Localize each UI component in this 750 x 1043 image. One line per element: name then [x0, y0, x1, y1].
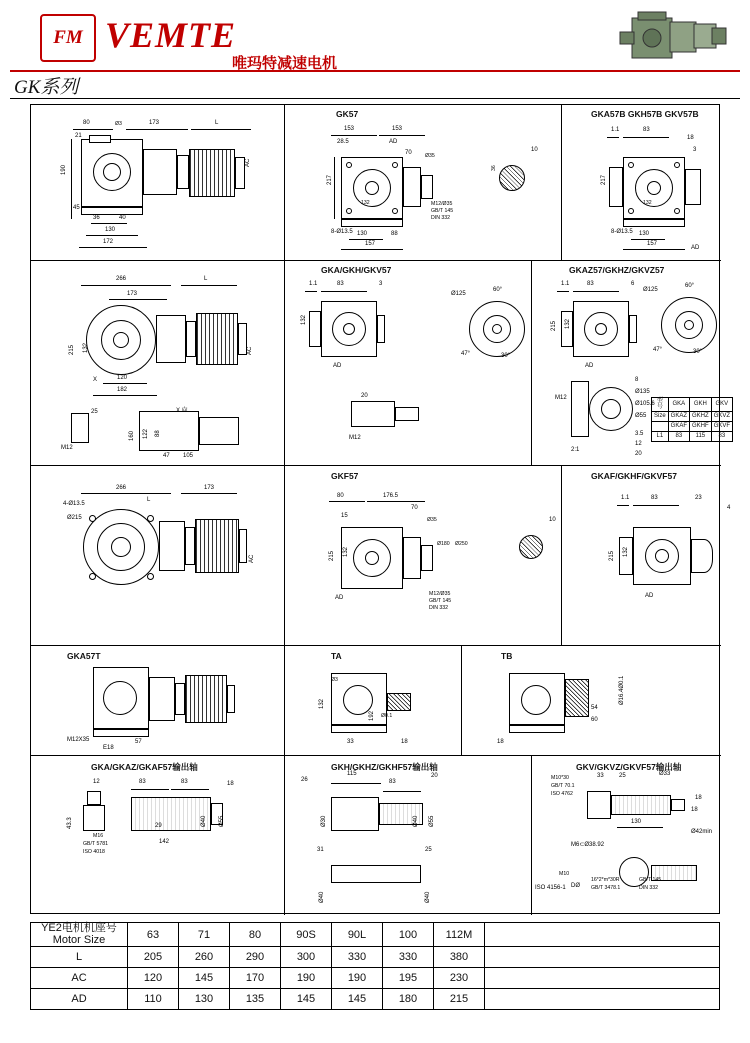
col-divider-1b [561, 105, 562, 260]
l1-cell: GKHZ [690, 411, 712, 421]
col-divider-3b [561, 465, 562, 645]
table-row-label [31, 923, 128, 947]
l1-cell: GKVZ [711, 411, 732, 421]
panel-title-gkagkhgkv57: GKA/GKH/GKV57 [321, 265, 392, 275]
table-row-header [31, 923, 720, 947]
l-cell: 380 [434, 947, 485, 968]
panel-title-ta: TA [331, 651, 342, 661]
spacer-cell [485, 947, 720, 968]
panel-title-gk57: GK57 [336, 109, 359, 119]
brand-name: VEMTE [105, 15, 237, 55]
col-divider-5b [531, 755, 532, 915]
l1-cell: 83 [711, 431, 732, 441]
l1-cell: 83 [668, 431, 689, 441]
size-cell: 63 [128, 923, 179, 947]
col-divider-2a [284, 260, 285, 465]
ac-cell: 170 [230, 968, 281, 989]
ad-cell: 145 [281, 989, 332, 1010]
l1-cell: GKA [668, 398, 689, 412]
l-cell: 260 [179, 947, 230, 968]
drawing-frame: GK57 GKA57B GKH57B GKV57B 80 Ø3 173 L 21 190 45 AC 36 40 130 172 153 153 28.5 AD 70 Ø35 217 132 8-Ø13.5 130 88 157 M12/Ø35 GB/T 145 DIN 332 10 36 1.1 83 18 3 217 132 8-Ø13.5 130 157 AD GKA/GKH/GKV57 GKAZ57/GKHZ/GKVZ57 266 173 L 215 132 AC 120 182 X M12 25 160 122 88 47 105 1.1 83 3 132 AD Ø125 60° 47° 30° 20 M12 1.1 83 6 215 132 AD Ø125 60° 47° 30° M12 8 Ø135 Ø105.6 Ø55 3.5 12 20 2:1 型号 GKA GKH GKV Size GKAZ GKHZ GKVZ GKAF GKHF GKVF L1 83 115 83 GKF57 GKAF/GKHF/GKVF57 266 173 L 4-Ø13.5 Ø215 AC 80 176.5 70 15 Ø35 215 132 Ø180 Ø250 AD M12/Ø35 GB/T 145 DIN 332 10 1.1 83 23 4 215 132 AD GKA57T TA TB M12X35 E18 57 132 Ø3 192 Ø0.1 33 18 54 60 Ø16.4Ø0.1 18 GKA/GKAZ/GKAF57输出轴 GKH/GKHZ/GKHF57输出轴 GKV/GKVZ/GKVF57输出轴 12 83 83 43.3 M16 GB/T 5781 ISO 4018 29 142 Ø40 Ø55 18 26 115 83 20 Ø30 Ø40 Ø55 31 25 Ø40 Ø40 M10*30 GB/T 70.1 ISO 4762 33 25 Ø33 18 18 130 Ø42min M6⊂Ø38.92 M10 16*2*m*30R GB/T 145 GB/T 3478.1 DIN 332 ISO 4156-1 DØ [30, 104, 720, 914]
ac-cell: 145 [179, 968, 230, 989]
panel-title-gkf57: GKF57 [331, 471, 359, 481]
ac-cell: 230 [434, 968, 485, 989]
table-row-ac [31, 968, 720, 989]
ad-cell: 135 [230, 989, 281, 1010]
table-row-ad [31, 989, 720, 1010]
spacer-cell [485, 968, 720, 989]
ac-cell: 190 [332, 968, 383, 989]
key-section-2 [519, 535, 543, 559]
row-divider-2 [31, 465, 721, 466]
panel-title-gk57b: GKA57B GKH57B GKV57B [591, 109, 699, 119]
ad-cell: 110 [128, 989, 179, 1010]
page-header [10, 8, 740, 72]
panel-title-tb: TB [501, 651, 513, 661]
size-cell: 90L [332, 923, 383, 947]
motor-size-table [30, 922, 720, 1010]
l-cell: 300 [281, 947, 332, 968]
ad-cell: 145 [332, 989, 383, 1010]
series-title: GK系列 [14, 77, 79, 98]
size-cell: 71 [179, 923, 230, 947]
l-cell: 290 [230, 947, 281, 968]
company-logo [40, 14, 96, 62]
panel-title-gkh-shaft: GKH/GKHZ/GKHF57输出轴 [331, 762, 438, 772]
brand-name-cn: 唯玛特减速电机 [232, 55, 338, 72]
table-row-l [31, 947, 720, 968]
ad-cell: 215 [434, 989, 485, 1010]
ac-cell: 190 [281, 968, 332, 989]
row-divider-4 [31, 755, 721, 756]
panel-title-gkaf57: GKAF/GKHF/GKVF57 [591, 471, 677, 481]
ad-cell: 130 [179, 989, 230, 1010]
key-section [499, 165, 525, 191]
l1-cell: GKHF [690, 421, 712, 431]
panel-title-gkaz57: GKAZ57/GKHZ/GKVZ57 [569, 265, 665, 275]
row-label-line2: Motor Size [52, 933, 106, 946]
col-divider-5a [284, 755, 285, 915]
panel-title-gka-shaft: GKA/GKAZ/GKAF57输出轴 [91, 762, 198, 772]
col-divider-4a [284, 645, 285, 755]
l1-cell: Size [652, 411, 669, 421]
l1-cell: GKV [711, 398, 732, 412]
gearbox-icon [612, 10, 732, 66]
spacer-cell [485, 989, 720, 1010]
ac-cell: 120 [128, 968, 179, 989]
table-row-label: AD [31, 989, 128, 1010]
size-cell: 80 [230, 923, 281, 947]
table-row-label: L [31, 947, 128, 968]
ac-cell: 195 [383, 968, 434, 989]
row-divider-3 [31, 645, 721, 646]
panel-title-gka57t: GKA57T [67, 651, 101, 661]
spacer-cell [485, 923, 720, 947]
size-cell: 90S [281, 923, 332, 947]
ad-cell: 180 [383, 989, 434, 1010]
logo-text: FM [53, 27, 83, 48]
l1-cell [652, 421, 669, 431]
l-cell: 330 [332, 947, 383, 968]
l1-cell: GKAZ [668, 411, 689, 421]
row-label-line1: YE2电机机座号 [41, 922, 117, 934]
col-divider-1a [284, 105, 285, 260]
size-cell: 100 [383, 923, 434, 947]
l1-size-table [651, 397, 733, 442]
l1-cell: GKH [690, 398, 712, 412]
l1-cell: L1 [652, 431, 669, 441]
col-divider-2b [531, 260, 532, 465]
l1-cell: 型号 [652, 398, 669, 412]
l-cell: 205 [128, 947, 179, 968]
output-shaft [131, 797, 211, 831]
panel-title-gkv-shaft: GKV/GKVZ/GKVF57输出轴 [576, 762, 682, 772]
col-divider-4b [461, 645, 462, 755]
size-cell: 112M [434, 923, 485, 947]
l1-cell: GKVF [711, 421, 732, 431]
motor-body [189, 149, 235, 197]
l1-cell: 115 [690, 431, 712, 441]
col-divider-3a [284, 465, 285, 645]
l-cell: 330 [383, 947, 434, 968]
row-divider-1 [31, 260, 721, 261]
l1-cell: GKAF [668, 421, 689, 431]
table-row-label: AC [31, 968, 128, 989]
header-divider [10, 98, 740, 99]
